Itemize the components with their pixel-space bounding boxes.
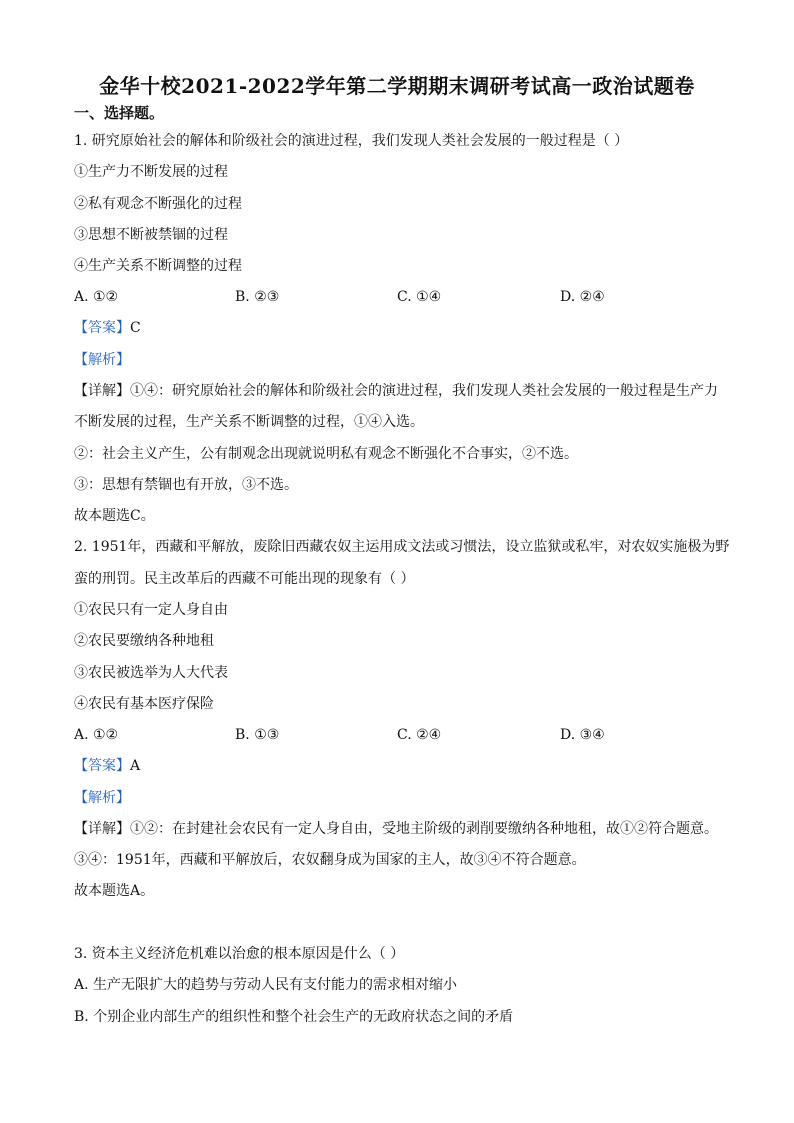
q3-option-b: B. 个别企业内部生产的组织性和整个社会生产的无政府状态之间的矛盾: [74, 1009, 514, 1025]
analysis-tag: 【解析】: [74, 352, 130, 368]
q2-item-3: ③农民被选举为人大代表: [74, 665, 228, 681]
q2-item-4: ④农民有基本医疗保险: [74, 696, 214, 712]
q2-analysis: [74, 788, 130, 808]
q2-detail-text-1: ①②：在封建社会农民有一定人身自由，受地主阶级的剥削要缴纳各种地租，故①②符合题意。: [130, 821, 718, 837]
q1-option-c: C. ①④: [397, 289, 442, 305]
detail-tag: 【详解】: [74, 383, 130, 399]
q2-option-c: C. ②④: [397, 727, 442, 743]
q1-item-2: ②私有观念不断强化的过程: [74, 196, 242, 212]
q2-option-d: D. ③④: [560, 727, 605, 743]
q2-answer-value: A: [130, 758, 141, 774]
q2-detail-2: ③④：1951年，西藏和平解放后，农奴翻身成为国家的主人，故③④不符合题意。: [74, 852, 586, 868]
q2-option-a: A. ①②: [74, 727, 119, 743]
analysis-tag: 【解析】: [74, 790, 130, 806]
q2-stem-1: 2. 1951年，西藏和平解放，废除旧西藏农奴主运用成文法或习惯法，设立监狱或私牢，对农奴实施极为野: [74, 539, 730, 555]
q3-stem: 3. 资本主义经济危机难以治愈的根本原因是什么（ ）: [74, 946, 405, 962]
q1-detail-1: [74, 381, 718, 401]
q2-item-1: ①农民只有一定人身自由: [74, 602, 228, 618]
detail-tag: 【详解】: [74, 821, 130, 837]
q1-answer-value: C: [130, 320, 141, 336]
q1-detail-4: ③：思想有禁锢也有开放，③不选。: [74, 477, 298, 493]
q2-item-2: ②农民要缴纳各种地租: [74, 633, 214, 649]
q2-detail-1: [74, 819, 718, 839]
q1-stem: 1. 研究原始社会的解体和阶级社会的演进过程，我们发现人类社会发展的一般过程是（ ）: [74, 133, 629, 149]
q2-answer: [74, 756, 140, 776]
q1-detail-text-1: ①④：研究原始社会的解体和阶级社会的演进过程，我们发现人类社会发展的一般过程是生产力: [130, 383, 718, 399]
q2-stem-2: 蛮的刑罚。民主改革后的西藏不可能出现的现象有（ ）: [74, 571, 415, 587]
q1-item-4: ④生产关系不断调整的过程: [74, 258, 242, 274]
q1-item-1: ①生产力不断发展的过程: [74, 164, 228, 180]
q1-conclusion: 故本题选C。: [74, 508, 155, 524]
q2-conclusion: 故本题选A。: [74, 883, 155, 899]
q1-option-d: D. ②④: [560, 289, 605, 305]
q3-option-a: A. 生产无限扩大的趋势与劳动人民有支付能力的需求相对缩小: [74, 977, 458, 993]
document-title: 金华十校2021-2022学年第二学期期末调研考试高一政治试题卷: [99, 74, 695, 98]
answer-tag: 【答案】: [74, 320, 130, 336]
q1-detail-2: 不断发展的过程，生产关系不断调整的过程，①④入选。: [74, 414, 424, 430]
q1-item-3: ③思想不断被禁锢的过程: [74, 227, 228, 243]
q1-answer: [74, 318, 141, 338]
q1-detail-3: ②：社会主义产生，公有制观念出现就说明私有观念不断强化不合事实，②不选。: [74, 446, 578, 462]
q1-option-b: B. ②③: [235, 289, 280, 305]
q2-option-b: B. ①③: [235, 727, 280, 743]
section-heading: 一、选择题。: [74, 104, 165, 122]
q1-analysis: [74, 350, 130, 370]
q1-option-a: A. ①②: [74, 289, 119, 305]
answer-tag: 【答案】: [74, 758, 130, 774]
